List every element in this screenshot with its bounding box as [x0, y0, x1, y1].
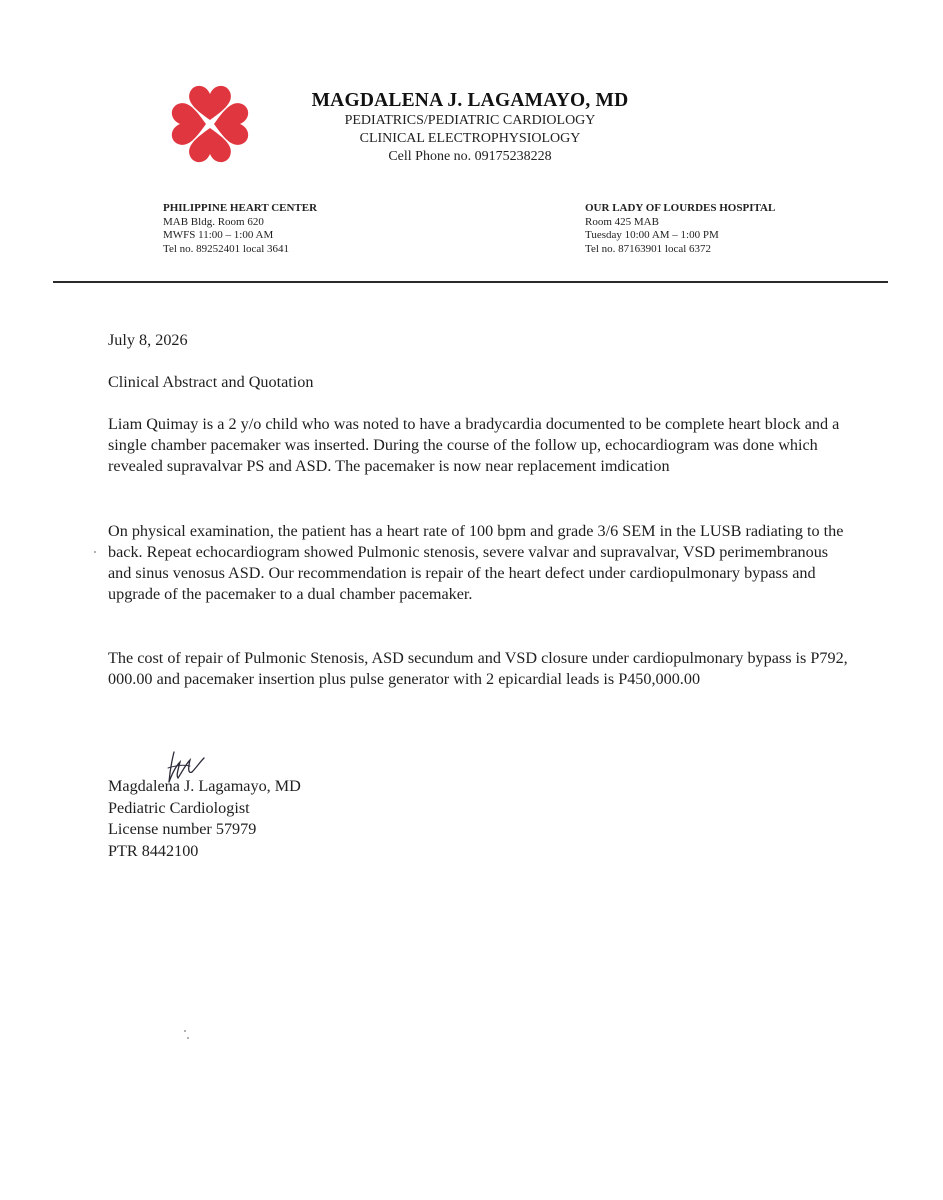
clinic-logo — [166, 80, 254, 168]
signatory-name: Magdalena J. Lagamayo, MD — [108, 777, 301, 795]
license-number: License number 57979 — [108, 820, 257, 838]
clinic-room: Room 425 MAB — [585, 215, 659, 228]
header-divider — [53, 281, 888, 283]
scan-speck — [184, 1030, 186, 1032]
clinic-tel: Tel no. 89252401 local 3641 — [163, 242, 290, 255]
clinic-room: MAB Bldg. Room 620 — [163, 215, 264, 228]
signatory-title: Pediatric Cardiologist — [108, 798, 250, 817]
doctor-name: MAGDALENA J. LAGAMAYO, MD — [311, 90, 629, 111]
letter-date: July 8, 2026 — [108, 331, 188, 349]
paragraph-cost: The cost of repair of Pulmonic Stenosis, ASD secundum and VSD closure under cardiopulmonary bypass is P792, 000.00 and pacemaker insertion plus pulse generator with 2 epicardial leads is P450,000.00 — [108, 649, 848, 688]
scan-speck — [187, 1037, 189, 1039]
clinic-name: OUR LADY OF LOURDES HOSPITAL — [585, 202, 776, 214]
letterhead — [270, 90, 670, 166]
ptr-number: PTR 8442100 — [108, 841, 199, 860]
specialty-electrophysiology: CLINICAL ELECTROPHYSIOLOGY — [359, 131, 581, 146]
clinic-name: PHILIPPINE HEART CENTER — [163, 202, 318, 214]
clinic-hours: MWFS 11:00 – 1:00 AM — [163, 229, 274, 241]
clinic-our-lady-of-lourdes — [585, 202, 775, 256]
letter-subject: Clinical Abstract and Quotation — [108, 373, 314, 391]
specialty-pediatric-cardiology: PEDIATRICS/PEDIATRIC CARDIOLOGY — [344, 113, 596, 128]
clinic-tel: Tel no. 87163901 local 6372 — [585, 242, 712, 255]
clinic-philippine-heart-center — [163, 202, 317, 256]
scan-speck — [94, 551, 96, 553]
phone-number: Cell Phone no. 09175238228 — [388, 149, 552, 164]
signature-block — [108, 776, 301, 862]
paragraph-history: Liam Quimay is a 2 y/o child who was noted to have a bradycardia documented to be complete heart block and a single chamber pacemaker was inserted. During the course of the follow up, echocardiogram was done which revealed supravalvar PS and ASD. The pacemaker is now near replacement imdication — [108, 415, 840, 475]
paragraph-examination: On physical examination, the patient has a heart rate of 100 bpm and grade 3/6 SEM in the LUSB radiating to the back. Repeat echocardiogram showed Pulmonic stenosis, severe valvar and supravalvar, VSD perimembranous and sinus venosus ASD. Our recommendation is repair of the heart defect under cardiopulmonary bypass and upgrade of the pacemaker to a dual chamber pacemaker. — [108, 522, 844, 603]
clinic-hours: Tuesday 10:00 AM – 1:00 PM — [585, 229, 719, 241]
